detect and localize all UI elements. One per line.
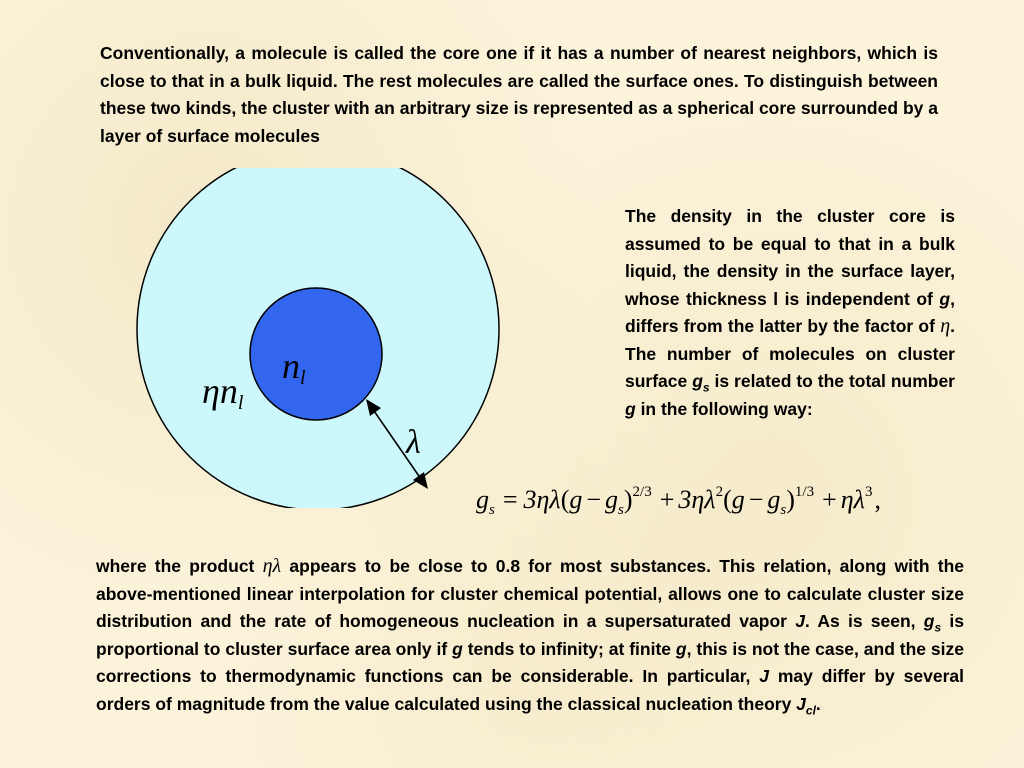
intro-paragraph: Conventionally, a molecule is called the core one if it has a number of nearest neighbors, which is close to that in a bulk liquid. The rest molecules are called the surface ones. To distinguish between these two kinds, the cluster with an arbitrary size is represented as a spherical core surrounded by a layer of surface molecules xyxy=(100,43,938,146)
density-paragraph: The density in the cluster core is assumed to be equal to that in a bulk liquid, the density in the surface layer, whose thickness l is independent of g, differs from the latter by the factor of η. The number of molecules on cluster surface $g_s$ is related to the total number g in the following way: xyxy=(625,206,955,419)
where-paragraph: where the product ηλ appears to be close to 0.8 for most substances. This relation, along with the above-mentioned linear interpolation for cluster chemical potential, allows one to calculate cluster size distribution and the rate of homogeneous nucleation in a supersaturated vapor J. As is seen, $g_s$ is proportional to cluster surface area only if g tends to infinity; at finite g, this is not the case, and the size corrections to thermodynamic functions can be considerable. In particular, J may differ by several orders of magnitude from the value calculated using the classical nucleation theory $J_{cl}$. xyxy=(96,555,965,717)
lambda-label: λ xyxy=(406,424,421,461)
gs-formula xyxy=(474,474,974,524)
core-label: nl xyxy=(282,346,306,389)
svg-text:gs=3ηλ(g−gs)2/3+3ηλ2(g−gs)1/3+: $g_s = 3\eta\lambda(g - g_s)^{2/3} + 3\eta\lambda^2(g - g_s)^{1/3} + \eta\lambda^3$, xyxy=(476,484,881,518)
eta-lambda-symbol: ηλ xyxy=(262,555,282,577)
shell-label: ηnl xyxy=(202,371,244,414)
cluster-diagram xyxy=(130,168,510,508)
core-circle xyxy=(250,288,382,420)
eta-symbol: η xyxy=(940,315,951,337)
